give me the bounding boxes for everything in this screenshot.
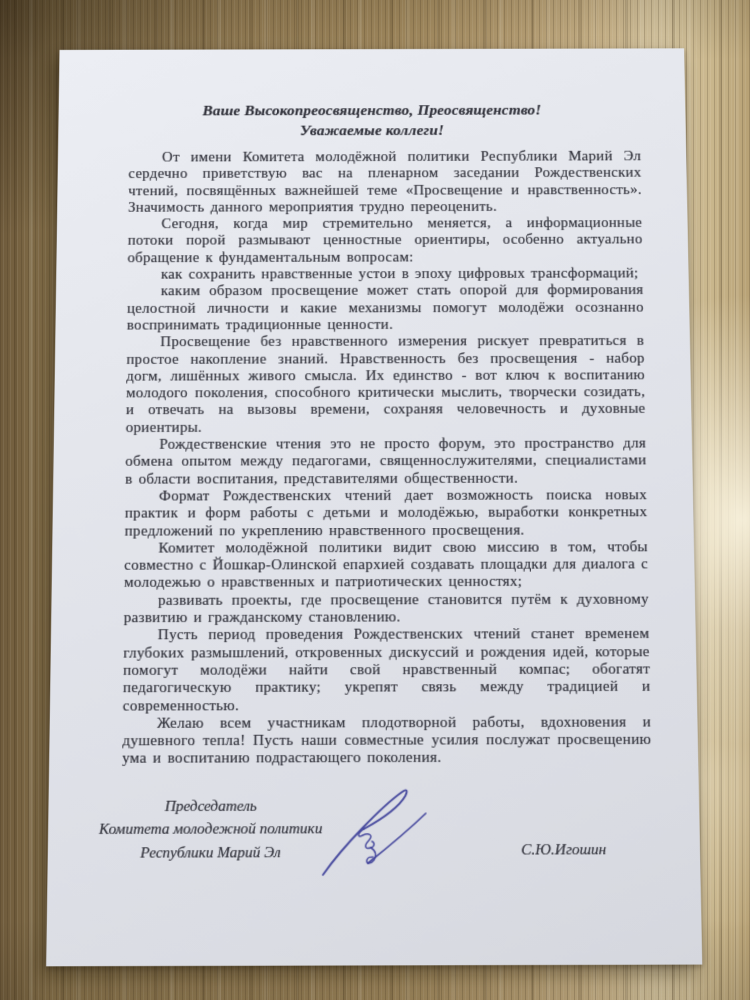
handwritten-signature-ink [315,782,432,881]
paragraph: каким образом просвещение может стать опорой для формирования целостной личности и какие механизмы помогут молодёжи осознанно воспринимать традиционные ценности. [126,282,644,334]
paragraph: Просвещение без нравственного измерения рискует превратиться в простое накопление знаний. Нравственность без просвещения - набор догм, лишённых живого смысла. Их единство - вот ключ к воспитанию молодого поколения, способного критически мыслить, творчески созидать, и отвечать на вызовы времени, сохраняя человечность и духовные ориентиры. [125,333,646,436]
signer-title-line-2: Комитета молодежной политики [98,821,323,839]
signer-name: С.Ю.Игошин [521,841,607,859]
paragraph: как сохранить нравственные устои в эпоху цифровых трансформаций; [160,265,639,283]
salutation-line-2: Уважаемые коллеги! [299,122,445,140]
paragraph: Комитет молодёжной политики видит свою миссию в том, чтобы совместно с Йошкар-Олинской епархией создавать площадки для диалога с молодежью о нравственных и патриотических ценностях; [123,539,649,592]
signer-title-line-3: Республики Марий Эл [140,844,281,862]
signer-title-line-1: Председатель [164,798,257,815]
letter-page [46,48,702,966]
signature-block [48,794,701,866]
letter-salutation [97,100,646,142]
paragraph: Желаю всем участникам плодотворной работы, вдохновения и душевного тепла! Пусть наши совместные усилия послужат просвещению ума и воспитанию подрастающего поколения. [122,714,652,768]
paragraph: От имени Комитета молодёжной политики Республики Марий Эл сердечно приветствую вас на пленарном заседании Рождественских чтений, посвящённых важнейшей теме «Просвещение и нравственность». Значимость данного мероприятия трудно переоценить. [128,148,642,216]
paragraph: Формат Рождественских чтений дает возможность поиска новых практик и форм работы с детьми и молодёжью, выработки конкретных предложений по укреплению нравственного просвещения. [124,487,648,540]
signer-title [99,795,323,865]
paragraph: Рождественские чтения это не просто форум, это пространство для обмена опытом между педагогами, священнослужителями, специалистами в области воспитания, представителями общественности. [125,435,647,488]
letter-body [49,149,698,769]
paragraph: Сегодня, когда мир стремительно меняется, а информационные потоки порой размывают ценностные ориентиры, особенно актуально обращение к фундаментальным вопросам: [127,215,643,266]
paragraph: Пусть период проведения Рождественских чтений станет временем глубоких размышлений, откровенных дискуссий и рождения идей, которые помогут молодёжи найти свой нравственный компас; обогатят педагогическую практику; укрепят связь между традицией и современностью. [122,626,651,715]
salutation-line-1: Ваше Высокопреосвященство, Преосвященство! [202,102,542,120]
paragraph: развивать проекты, где просвещение становится путём к духовному развитию и гражданскому становлению. [123,591,649,627]
